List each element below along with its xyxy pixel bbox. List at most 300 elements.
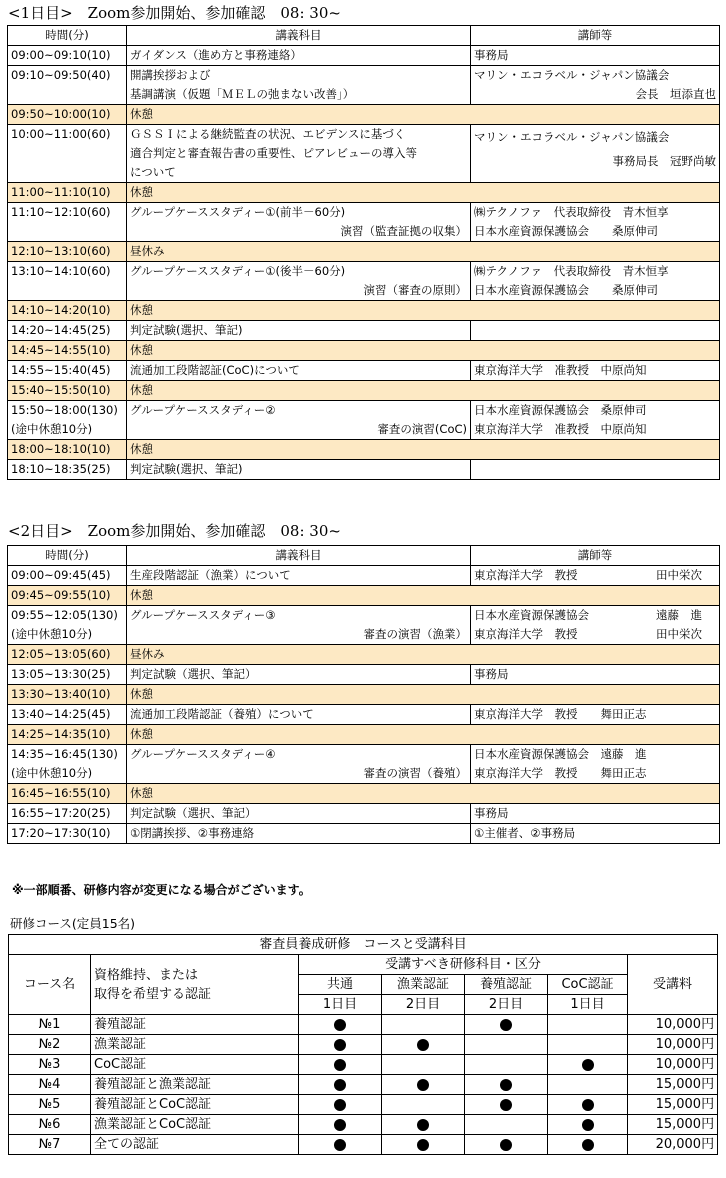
- subject-text-line2: 演習（審査の原則）: [363, 283, 467, 297]
- mark-cell: [299, 1135, 382, 1155]
- time-cell: [8, 183, 127, 203]
- subject-cell: [127, 645, 720, 665]
- time-cell: [8, 725, 127, 745]
- break-row: [8, 381, 720, 401]
- subject-text: グループケーススタディー①(前半－60分): [130, 205, 346, 219]
- time-cell: [8, 804, 127, 824]
- subject-text: 判定試験（選択、筆記）: [130, 667, 257, 681]
- subject-text: 休憩: [130, 383, 153, 397]
- time-text: 12:05~13:05(60): [11, 647, 111, 661]
- mark-cell: [382, 1035, 465, 1055]
- subcol-coc: CoC認証: [548, 975, 628, 995]
- subject-text: 判定試験(選択、筆記): [130, 462, 243, 476]
- schedule-row: [8, 401, 720, 440]
- schedule-row: [8, 46, 720, 66]
- subject-text: 休憩: [130, 107, 153, 121]
- lecturer-person: 田中栄次: [656, 627, 702, 641]
- subject-text: 休憩: [130, 303, 153, 317]
- schedule-row: [8, 460, 720, 480]
- time-cell: [8, 125, 127, 183]
- lecturer-line2: 日本水産資源保護協会 桑原伸司: [474, 224, 658, 238]
- subject-text-line2: 審査の演習（漁業）: [363, 627, 467, 641]
- break-row: [8, 440, 720, 460]
- lecturer-cell: [471, 665, 720, 685]
- required-dot-icon: [582, 1099, 594, 1111]
- subcol-aquaculture: 養殖認証: [465, 975, 548, 995]
- course-cert: 漁業認証とCoC認証: [91, 1115, 299, 1135]
- subject-cell: [127, 46, 471, 66]
- time-text: 13:30~13:40(10): [11, 687, 111, 701]
- subject-cell: [127, 203, 471, 242]
- lecturer-line: 事務局: [474, 48, 509, 62]
- schedule-row: [8, 566, 720, 586]
- time-text: 09:00~09:45(45): [11, 568, 111, 582]
- time-text: 14:20~14:45(25): [11, 323, 111, 337]
- lecturer-cell: [471, 203, 720, 242]
- subject-cell: [127, 725, 720, 745]
- lecturer-org: 日本水産資源保護協会: [474, 608, 589, 622]
- lecturer-line2: 日本水産資源保護協会 桑原伸司: [474, 283, 658, 297]
- schedule-row: [8, 606, 720, 645]
- required-dot-icon: [500, 1099, 512, 1111]
- mark-cell: [465, 1015, 548, 1035]
- lecturer-line: 日本水産資源保護協会 桑原伸司: [474, 403, 647, 417]
- time-text: 18:10~18:35(25): [11, 462, 111, 476]
- lecturer-line: 東京海洋大学 准教授 中原尚知: [474, 363, 647, 377]
- schedule-row: [8, 203, 720, 242]
- cert-header-line2: 取得を希望する認証: [94, 986, 212, 1002]
- time-cell: [8, 242, 127, 262]
- mark-cell: [548, 1135, 628, 1155]
- subject-cell: [127, 804, 471, 824]
- subject-text: ガイダンス（進め方と事務連絡）: [130, 48, 302, 62]
- course-row: [9, 1015, 718, 1035]
- required-dot-icon: [582, 1139, 594, 1151]
- cert-header-line1: 資格維持、または: [94, 967, 199, 983]
- subject-cell: [127, 606, 471, 645]
- schedule-row: [8, 125, 720, 183]
- subject-cell: [127, 685, 720, 705]
- required-dot-icon: [334, 1039, 346, 1051]
- required-dot-icon: [500, 1019, 512, 1031]
- time-text: 17:20~17:30(10): [11, 826, 111, 840]
- lecturer-person: 遠藤 進: [656, 608, 702, 622]
- subject-text-line2: 審査の演習(CoC): [377, 422, 467, 436]
- subject-cell: [127, 105, 720, 125]
- schedule-row: [8, 262, 720, 301]
- course-number: №1: [9, 1015, 91, 1035]
- course-number: №7: [9, 1135, 91, 1155]
- time-cell: [8, 321, 127, 341]
- schedule-row: [8, 745, 720, 784]
- course-row: [9, 1115, 718, 1135]
- lecturer-line: 日本水産資源保護協会 遠藤 進: [474, 747, 647, 761]
- subject-cell: [127, 242, 720, 262]
- mark-cell: [465, 1075, 548, 1095]
- time-header: 時間(分): [8, 546, 127, 566]
- course-title-row: [9, 935, 718, 955]
- time-text: 10:00~11:00(60): [11, 127, 111, 141]
- time-text: 18:00~18:10(10): [11, 442, 111, 456]
- lecturer-header: 講師等: [471, 546, 720, 566]
- mark-cell: [299, 1035, 382, 1055]
- subject-cell: [127, 665, 471, 685]
- time-text: 11:00~11:10(10): [11, 185, 111, 199]
- lecturer-org: 東京海洋大学 教授: [474, 568, 578, 582]
- mark-cell: [465, 1115, 548, 1135]
- subject-text-line3: について: [130, 165, 176, 179]
- time-cell: [8, 301, 127, 321]
- mark-cell: [465, 1035, 548, 1055]
- lecturer-cell: [471, 401, 720, 440]
- course-fee: 15,000円: [628, 1075, 718, 1095]
- time-cell: [8, 401, 127, 440]
- mark-cell: [382, 1135, 465, 1155]
- time-text: 11:10~12:10(60): [11, 205, 111, 219]
- lecturer-line: 事務局: [474, 667, 509, 681]
- time-cell: [8, 66, 127, 105]
- course-cert: 養殖認証: [91, 1015, 299, 1035]
- mark-cell: [548, 1075, 628, 1095]
- subcol-common: 共通: [299, 975, 382, 995]
- required-dot-icon: [500, 1079, 512, 1091]
- course-fee: 15,000円: [628, 1095, 718, 1115]
- mark-cell: [548, 1115, 628, 1135]
- subject-text: グループケーススタディー④: [130, 747, 276, 761]
- subject-cell: [127, 745, 471, 784]
- break-row: [8, 341, 720, 361]
- subject-cell: [127, 66, 471, 105]
- time-text: 09:45~09:55(10): [11, 588, 111, 602]
- day2-header-row: [8, 546, 720, 566]
- mark-cell: [299, 1015, 382, 1035]
- subject-cell: [127, 361, 471, 381]
- required-dot-icon: [334, 1019, 346, 1031]
- subject-text: 判定試験（選択、筆記）: [130, 806, 257, 820]
- time-cell: [8, 105, 127, 125]
- time-text: 09:10~09:50(40): [11, 68, 111, 82]
- schedule-row: [8, 824, 720, 844]
- time-text: 14:25~14:35(10): [11, 727, 111, 741]
- subjects-header: 受講すべき研修科目・区分: [299, 955, 628, 975]
- subday-aquaculture: 2日目: [465, 995, 548, 1015]
- mark-cell: [465, 1095, 548, 1115]
- schedule-row: [8, 361, 720, 381]
- subject-text: 休憩: [130, 727, 153, 741]
- time-text: 14:45~14:55(10): [11, 343, 111, 357]
- required-dot-icon: [417, 1079, 429, 1091]
- lecturer-line: ①主催者、②事務局: [474, 826, 576, 840]
- course-row: [9, 1095, 718, 1115]
- course-row: [9, 1035, 718, 1055]
- lecturer-cell: [471, 824, 720, 844]
- lecturer-cell: [471, 321, 720, 341]
- day1-heading: <1日目> Zoom参加開始、参加確認 08: 30~: [8, 4, 341, 22]
- subject-text: グループケーススタディー①(後半－60分): [130, 264, 346, 278]
- mark-cell: [548, 1055, 628, 1075]
- mark-cell: [548, 1095, 628, 1115]
- mark-cell: [465, 1055, 548, 1075]
- course-header-row: [9, 955, 718, 975]
- subject-text-line2: 演習（監査証拠の収集）: [340, 224, 467, 238]
- subject-text: 休憩: [130, 588, 153, 602]
- course-row: [9, 1135, 718, 1155]
- schedule-row: [8, 804, 720, 824]
- day2-schedule-table: [7, 545, 720, 844]
- course-row: [9, 1055, 718, 1075]
- time-text: 14:35~16:45(130): [11, 747, 118, 761]
- lecturer-line: 東京海洋大学 教授 舞田正志: [474, 707, 647, 721]
- lecturer-line: ㈱テクノファ 代表取締役 青木恒享: [474, 205, 669, 219]
- lecturer-cell: [471, 745, 720, 784]
- course-number: №3: [9, 1055, 91, 1075]
- course-cert: 全ての認証: [91, 1135, 299, 1155]
- subject-text: 休憩: [130, 185, 153, 199]
- time-text: 09:00~09:10(10): [11, 48, 111, 62]
- subject-cell: [127, 440, 720, 460]
- break-row: [8, 105, 720, 125]
- course-number: №5: [9, 1095, 91, 1115]
- subday-fishery: 2日目: [382, 995, 465, 1015]
- required-dot-icon: [334, 1139, 346, 1151]
- required-dot-icon: [334, 1119, 346, 1131]
- time-header: 時間(分): [8, 26, 127, 46]
- required-dot-icon: [500, 1139, 512, 1151]
- time-cell: [8, 262, 127, 301]
- course-caption: 研修コース(定員15名): [10, 916, 136, 931]
- time-text: 09:55~12:05(130): [11, 608, 118, 622]
- break-row: [8, 645, 720, 665]
- course-fee: 15,000円: [628, 1115, 718, 1135]
- lecturer-cell: [471, 804, 720, 824]
- subject-cell: [127, 183, 720, 203]
- subject-text-line2: 基調講演（仮題「ＭＥＬの弛まない改善」）: [130, 87, 355, 101]
- subject-text: 生産段階認証（漁業）について: [130, 568, 291, 582]
- mark-cell: [299, 1075, 382, 1095]
- required-dot-icon: [334, 1079, 346, 1091]
- time-cell: [8, 586, 127, 606]
- lecturer-cell: [471, 566, 720, 586]
- course-number: №4: [9, 1075, 91, 1095]
- subject-text: 休憩: [130, 786, 153, 800]
- course-number: №6: [9, 1115, 91, 1135]
- course-fee: 10,000円: [628, 1055, 718, 1075]
- lecturer-line: マリン・エコラベル・ジャパン協議会: [474, 130, 670, 144]
- time-cell: [8, 381, 127, 401]
- subject-text: グループケーススタディー③: [130, 608, 276, 622]
- subject-text: 昼休み: [130, 647, 165, 661]
- time-text: 14:55~15:40(45): [11, 363, 111, 377]
- schedule-row: [8, 66, 720, 105]
- mark-cell: [299, 1055, 382, 1075]
- course-table-title: 審査員養成研修 コースと受講科目: [9, 935, 718, 955]
- time-cell: [8, 203, 127, 242]
- lecturer-line: 事務局: [474, 806, 509, 820]
- time-cell: [8, 440, 127, 460]
- course-cert: 養殖認証とCoC認証: [91, 1095, 299, 1115]
- lecturer-person: 田中栄次: [656, 568, 702, 582]
- course-cert: 養殖認証と漁業認証: [91, 1075, 299, 1095]
- time-cell: [8, 665, 127, 685]
- subject-text-line2: 審査の演習（養殖）: [363, 766, 467, 780]
- subject-cell: [127, 460, 471, 480]
- time-cell: [8, 566, 127, 586]
- lecturer-header: 講師等: [471, 26, 720, 46]
- break-row: [8, 301, 720, 321]
- time-text: 16:55~17:20(25): [11, 806, 111, 820]
- lecturer-org: 東京海洋大学 教授: [474, 627, 578, 641]
- lecturer-cell: [471, 606, 720, 645]
- time-cell: [8, 341, 127, 361]
- subject-text: 休憩: [130, 442, 153, 456]
- break-row: [8, 725, 720, 745]
- day1-schedule-table: [7, 25, 720, 480]
- subject-text: 休憩: [130, 343, 153, 357]
- course-cert: 漁業認証: [91, 1035, 299, 1055]
- subject-cell: [127, 125, 471, 183]
- time-cell: [8, 361, 127, 381]
- break-row: [8, 242, 720, 262]
- subject-cell: [127, 705, 471, 725]
- subject-text: 休憩: [130, 687, 153, 701]
- lecturer-cell: [471, 705, 720, 725]
- time-text: 14:10~14:20(10): [11, 303, 111, 317]
- lecturer-line: [474, 566, 716, 585]
- course-name-header: コース名: [9, 955, 91, 1015]
- subject-header: 講義科目: [127, 26, 471, 46]
- time-cell: [8, 460, 127, 480]
- mark-cell: [548, 1035, 628, 1055]
- break-row: [8, 784, 720, 804]
- required-dot-icon: [334, 1099, 346, 1111]
- time-text: 16:45~16:55(10): [11, 786, 111, 800]
- subject-cell: [127, 262, 471, 301]
- subject-cell: [127, 381, 720, 401]
- subject-cell: [127, 784, 720, 804]
- subject-text: グループケーススタディー②: [130, 403, 276, 417]
- mark-cell: [382, 1115, 465, 1135]
- time-cell: [8, 745, 127, 784]
- lecturer-cell: [471, 262, 720, 301]
- break-row: [8, 685, 720, 705]
- subject-cell: [127, 341, 720, 361]
- required-dot-icon: [417, 1039, 429, 1051]
- subcol-fishery: 漁業認証: [382, 975, 465, 995]
- time-text: 15:40~15:50(10): [11, 383, 111, 397]
- subject-cell: [127, 321, 471, 341]
- subject-text: 昼休み: [130, 244, 165, 258]
- course-row: [9, 1075, 718, 1095]
- required-dot-icon: [582, 1119, 594, 1131]
- time-text: 13:40~14:25(45): [11, 707, 111, 721]
- cert-header: [91, 955, 299, 1015]
- mark-cell: [465, 1135, 548, 1155]
- time-text: 09:50~10:00(10): [11, 107, 111, 121]
- lecturer-line2: [474, 625, 716, 644]
- subject-cell: [127, 301, 720, 321]
- course-number: №2: [9, 1035, 91, 1055]
- break-row: [8, 183, 720, 203]
- lecturer-cell: [471, 125, 720, 183]
- lecturer-cell: [471, 46, 720, 66]
- subject-text: 開講挨拶および: [130, 68, 211, 82]
- time-cell: [8, 784, 127, 804]
- subject-text-line2: 適合判定と審査報告書の重要性、ピアレビューの導入等: [130, 146, 418, 160]
- schedule-row: [8, 705, 720, 725]
- subject-text: 流通加工段階認証(CoC)について: [130, 363, 300, 377]
- course-cert: CoC認証: [91, 1055, 299, 1075]
- time-cell: [8, 606, 127, 645]
- mark-cell: [382, 1095, 465, 1115]
- lecturer-line: マリン・エコラベル・ジャパン協議会: [474, 68, 670, 82]
- time-cell: [8, 705, 127, 725]
- schedule-row: [8, 665, 720, 685]
- lecturer-line2: 会長 垣添直也: [635, 87, 716, 101]
- subject-text: 判定試験(選択、筆記): [130, 323, 243, 337]
- lecturer-line2: 事務局長 冠野尚敏: [612, 154, 716, 168]
- time-note: (途中休憩10分): [11, 766, 93, 780]
- time-cell: [8, 645, 127, 665]
- break-row: [8, 586, 720, 606]
- subday-coc: 1日目: [548, 995, 628, 1015]
- lecturer-line: [474, 606, 716, 625]
- lecturer-cell: [471, 66, 720, 105]
- lecturer-line: ㈱テクノファ 代表取締役 青木恒享: [474, 264, 669, 278]
- lecturer-line2: 東京海洋大学 教授 舞田正志: [474, 766, 647, 780]
- change-notice: ※一部順番、研修内容が変更になる場合がございます。: [12, 883, 311, 897]
- day2-heading: <2日目> Zoom参加開始、参加確認 08: 30~: [8, 522, 341, 540]
- time-cell: [8, 824, 127, 844]
- fee-header: 受講料: [628, 955, 718, 1015]
- mark-cell: [382, 1015, 465, 1035]
- subject-cell: [127, 401, 471, 440]
- course-fee: 10,000円: [628, 1035, 718, 1055]
- mark-cell: [382, 1055, 465, 1075]
- time-cell: [8, 46, 127, 66]
- subject-cell: [127, 566, 471, 586]
- time-note: (途中休憩10分): [11, 422, 93, 436]
- subject-text: 流通加工段階認証（養殖）について: [130, 707, 314, 721]
- time-note: (途中休憩10分): [11, 627, 93, 641]
- lecturer-cell: [471, 361, 720, 381]
- required-dot-icon: [417, 1119, 429, 1131]
- required-dot-icon: [334, 1059, 346, 1071]
- required-dot-icon: [417, 1139, 429, 1151]
- subject-cell: [127, 824, 471, 844]
- lecturer-cell: [471, 460, 720, 480]
- course-table: [8, 934, 718, 1155]
- time-cell: [8, 685, 127, 705]
- lecturer-line2: 東京海洋大学 准教授 中原尚知: [474, 422, 647, 436]
- mark-cell: [548, 1015, 628, 1035]
- course-fee: 10,000円: [628, 1015, 718, 1035]
- course-fee: 20,000円: [628, 1135, 718, 1155]
- time-text: 15:50~18:00(130): [11, 403, 118, 417]
- mark-cell: [299, 1115, 382, 1135]
- day1-header-row: [8, 26, 720, 46]
- mark-cell: [299, 1095, 382, 1115]
- subject-cell: [127, 586, 720, 606]
- schedule-row: [8, 321, 720, 341]
- time-text: 13:10~14:10(60): [11, 264, 111, 278]
- time-text: 12:10~13:10(60): [11, 244, 111, 258]
- subject-header: 講義科目: [127, 546, 471, 566]
- subject-text: ①閉講挨拶、②事務連絡: [130, 826, 255, 840]
- subday-common: 1日目: [299, 995, 382, 1015]
- time-text: 13:05~13:30(25): [11, 667, 111, 681]
- mark-cell: [382, 1075, 465, 1095]
- required-dot-icon: [582, 1059, 594, 1071]
